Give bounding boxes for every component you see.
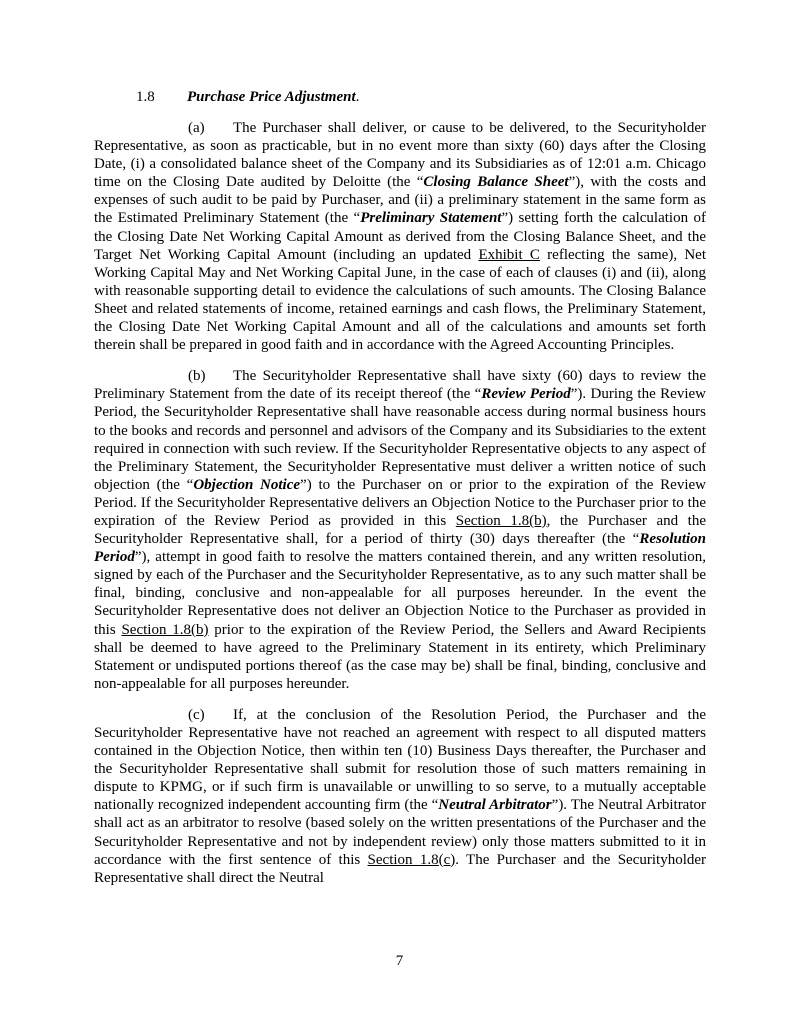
paragraph-label: (b) bbox=[188, 368, 206, 385]
section-title: Purchase Price Adjustment bbox=[187, 89, 356, 105]
paragraph-text: reflecting the same), Net Working Capital May and Net Working Capital June, in the case of each of clauses (i) and (ii), along with reasonable supporting detail to evidence the calculations of such amounts. The Closing Balance Sheet and related statements of income, retained earnings and cash flows, the Preliminary Statement, the Closing Date Net Working Capital Amount and all of the calculations and amounts set forth therein shall be prepared in good faith and in accordance with the Agreed Accounting Principles. bbox=[94, 246, 707, 354]
section-title-period: . bbox=[355, 89, 360, 105]
defined-term: Closing Balance Sheet bbox=[423, 174, 569, 191]
paragraph-c bbox=[94, 706, 706, 887]
paragraph-a bbox=[94, 119, 706, 354]
paragraph-text: prior to the expiration of the Review Period, the Sellers and Award Recipients shall be deemed to have agreed to the Preliminary Statement in its entirety, which Preliminary Statement or undisputed portions thereof (as the case may be) shall be final, binding, conclusive and non-appealable for all purposes hereunder. bbox=[94, 621, 706, 692]
paragraph-b bbox=[94, 367, 706, 693]
document-page bbox=[94, 88, 706, 900]
cross-reference: Exhibit C bbox=[478, 246, 540, 263]
defined-term: Objection Notice bbox=[193, 476, 301, 493]
paragraph-text: ”) setting forth the calculation of the Closing Date Net Working Capital Amount as derived from the Closing Balance Sheet, and the Target Net Working Capital Amount (including an updated bbox=[94, 210, 707, 263]
paragraph-label: (a) bbox=[188, 120, 205, 136]
paragraph-text: The Purchaser shall deliver, or cause to be delivered, to the Securityholder Representative, as soon as practicable, but in no event more than sixty (60) days after the Closing Date, (i) a consolidated balance sheet of the Company and its Subsidiaries as of 12:01 a.m. Chicago time on the Closing Date audited by Deloitte (the “ bbox=[94, 120, 706, 191]
paragraph-text: ”), with the costs and expenses of such audit to be paid by Purchaser, and (ii) a preliminary statement in the same form as the Estimated Preliminary Statement (the “ bbox=[94, 174, 706, 227]
paragraph-text: ”). The Neutral Arbitrator shall act as an arbitrator to resolve (based solely on the written presentations of the Purchaser and the Securityholder Representative and not by independent review) only those matters submitted to it in accordance with the first sentence of this bbox=[94, 797, 707, 868]
paragraph-text: . The Purchaser and the Securityholder Representative shall direct the Neutral bbox=[94, 851, 707, 886]
page-number: 7 bbox=[395, 953, 404, 969]
paragraph-text: ”). During the Review Period, the Securityholder Representative shall have reasonable access during normal business hours to the books and records and personnel and advisors of the Company and its Subsidiaries to the extent required in connection with such review. If the Securityholder Representative objects to any aspect of the Preliminary Statement, the Securityholder Representative must deliver a written notice of such objection (the “ bbox=[94, 386, 706, 493]
cross-reference: Section 1.8(c) bbox=[367, 851, 456, 868]
paragraph-text: ”), attempt in good faith to resolve the matters contained therein, and any written resolution, signed by each of the Purchaser and the Securityholder Representative, as to any such matter shall be final, binding, conclusive and non-appealable for all purposes hereunder. In the event the Securityholder Representative does not deliver an Objection Notice to the Purchaser as provided in this bbox=[94, 549, 706, 638]
defined-term: Preliminary Statement bbox=[360, 210, 502, 227]
paragraph-label: (c) bbox=[188, 706, 205, 723]
section-number: 1.8 bbox=[136, 89, 155, 105]
defined-term: Resolution Period bbox=[94, 531, 706, 566]
paragraph-text: , the Purchaser and the Securityholder Representative shall, for a period of thirty (30) days thereafter (the “ bbox=[94, 512, 707, 548]
paragraph-text: The Securityholder Representative shall have sixty (60) days to review the Preliminary Statement from the date of its receipt thereof (the “ bbox=[94, 368, 706, 403]
cross-reference: Section 1.8(b) bbox=[121, 621, 209, 638]
cross-reference: Section 1.8(b) bbox=[455, 512, 547, 529]
paragraph-text: ”) to the Purchaser on or prior to the expiration of the Review Period. If the Securityholder Representative delivers an Objection Notice to the Purchaser prior to the expiration of the Review Period as provided in this bbox=[94, 476, 706, 529]
paragraph-text: If, at the conclusion of the Resolution Period, the Purchaser and the Securityholder Representative have not reached an agreement with respect to all disputed matters contained in the Objection Notice, then within ten (10) Business Days thereafter, the Purchaser and the Securityholder Representative shall submit for resolution those of such matters remaining in dispute to KPMG, or if such firm is unavailable or unwilling to so serve, to a mutually acceptable nationally recognized independent accounting firm (the “ bbox=[94, 706, 706, 814]
defined-term: Neutral Arbitrator bbox=[438, 797, 552, 814]
defined-term: Review Period bbox=[481, 386, 571, 403]
section-heading bbox=[94, 88, 706, 107]
